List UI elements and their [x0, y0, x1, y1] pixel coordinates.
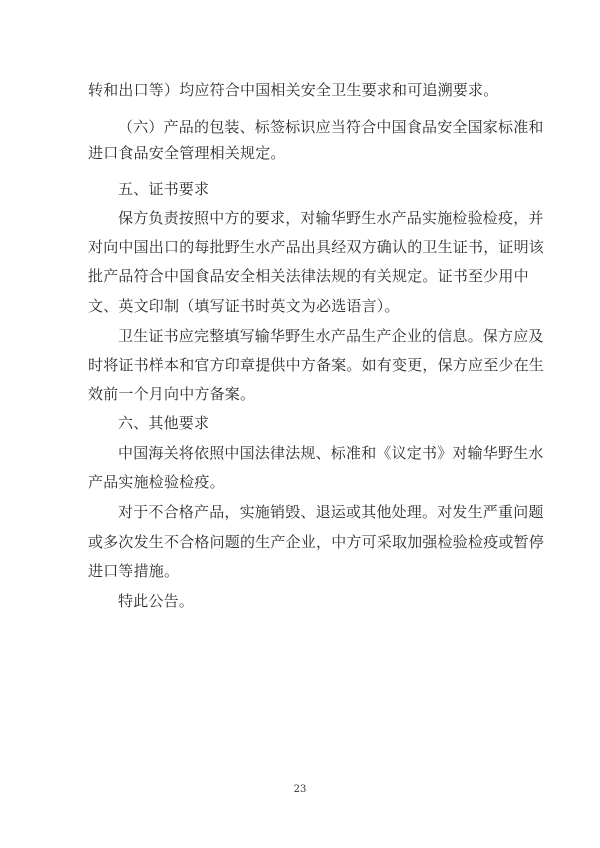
paragraph-line: 或多次发生不合格问题的生产企业，中方可采取加强检验检疫或暂停 [88, 533, 545, 551]
paragraph-line: 中国海关将依照中国法律法规、标准和《议定书》对输华野生水 [118, 444, 544, 462]
section-heading: 五、证书要求 [118, 180, 210, 198]
paragraph-line: 对向中国出口的每批野生水产品出具经双方确认的卫生证书，证明该 [88, 238, 545, 256]
paragraph-line: 批产品符合中国食品安全相关法律法规的有关规定。证书至少用中 [88, 267, 529, 285]
paragraph-line: 产品实施检验检疫。 [88, 473, 225, 491]
paragraph-line: 对于不合格产品，实施销毁、退运或其他处理。对发生严重问题 [118, 503, 544, 521]
closing-line: 特此公告。 [118, 592, 195, 610]
paragraph-line: 文、英文印制（填写证书时英文为必选语言）。 [88, 297, 400, 315]
section-heading: 六、其他要求 [118, 414, 210, 432]
paragraph-line: 保方负责按照中方的要求，对输华野生水产品实施检验检疫，并 [118, 209, 544, 227]
page-number: 23 [293, 784, 307, 795]
paragraph-line: （六）产品的包装、标签标识应当符合中国食品安全国家标准和 [118, 118, 544, 136]
paragraph-line: 转和出口等）均应符合中国相关安全卫生要求和可追溯要求。 [88, 81, 499, 99]
paragraph-line: 卫生证书应完整填写输华野生水产品生产企业的信息。保方应及 [118, 327, 544, 345]
paragraph-line: 时将证书样本和官方印章提供中方备案。如有变更，保方应至少在生 [88, 356, 545, 374]
paragraph-line: 效前一个月向中方备案。 [88, 385, 256, 403]
paragraph-line: 进口食品安全管理相关规定。 [88, 144, 286, 162]
paragraph-line: 进口等措施。 [88, 562, 180, 580]
